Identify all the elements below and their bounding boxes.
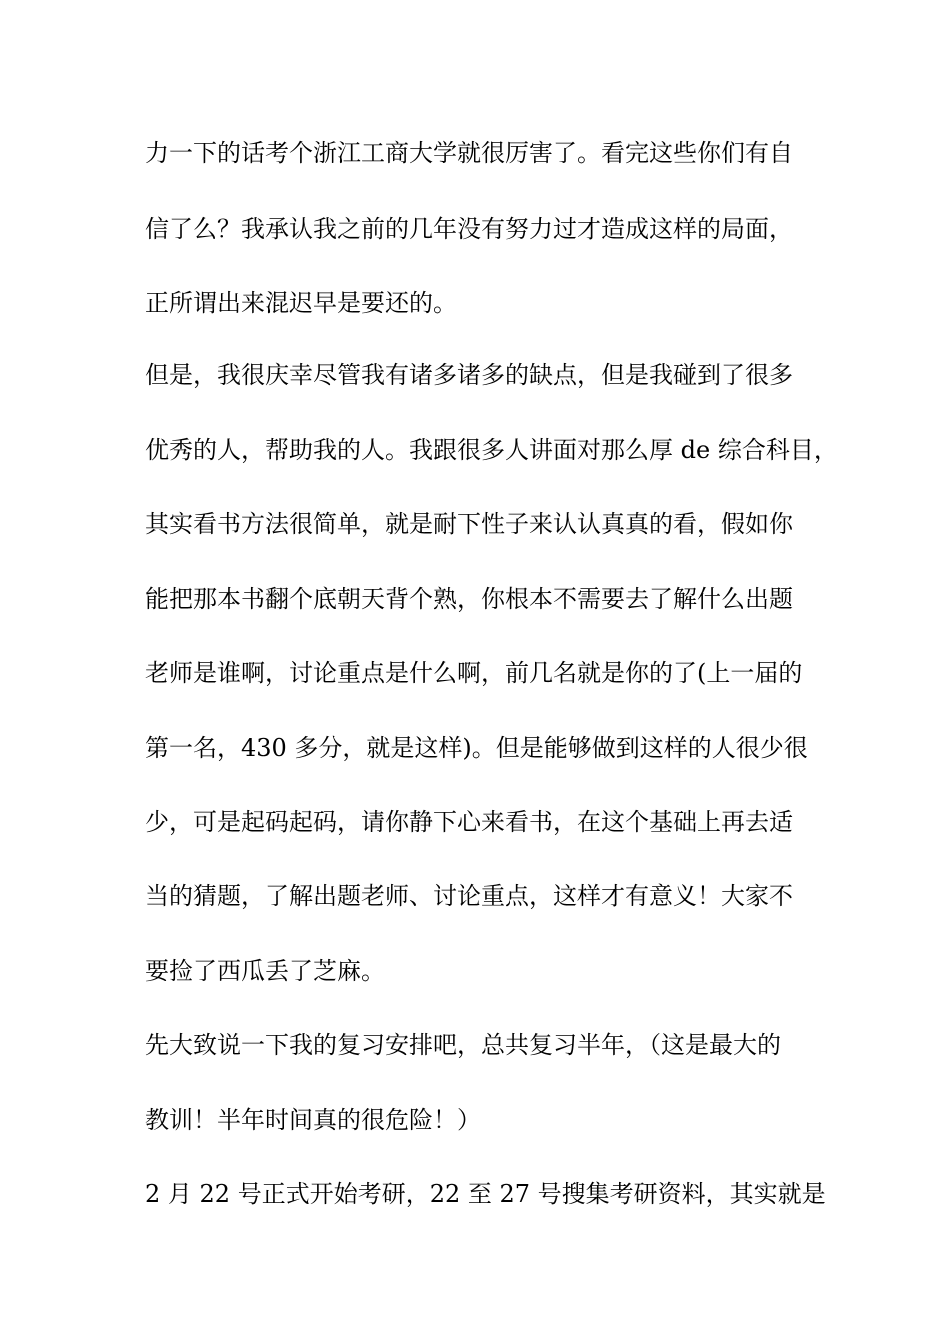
text-line: 优秀的人，帮助我的人。我跟很多人讲面对那么厚 de 综合科目，	[145, 436, 838, 464]
text-line: 要捡了西瓜丢了芝麻。	[145, 957, 385, 985]
text-line: 先大致说一下我的复习安排吧，总共复习半年，（这是最大的	[145, 1031, 781, 1059]
text-line: 当的猜题，了解出题老师、讨论重点，这样才有意义！大家不	[145, 882, 793, 910]
text-line: 正所谓出来混迟早是要还的。	[145, 289, 457, 317]
text-line: 2 月 22 号正式开始考研，22 至 27 号搜集考研资料，其实就是	[145, 1180, 826, 1208]
text-line: 第一名，430 多分，就是这样)。但是能够做到这样的人很少很	[145, 734, 808, 762]
text-line: 其实看书方法很简单，就是耐下性子来认认真真的看，假如你	[145, 510, 793, 538]
text-line: 信了么？我承认我之前的几年没有努力过才造成这样的局面，	[145, 215, 793, 243]
text-line: 教训！半年时间真的很危险！）	[145, 1106, 481, 1134]
text-line: 力一下的话考个浙江工商大学就很厉害了。看完这些你们有自	[145, 139, 793, 167]
text-line: 少，可是起码起码，请你静下心来看书，在这个基础上再去适	[145, 808, 793, 836]
text-line: 能把那本书翻个底朝天背个熟，你根本不需要去了解什么出题	[145, 585, 793, 613]
text-line: 老师是谁啊，讨论重点是什么啊，前几名就是你的了(上一届的	[145, 659, 803, 687]
text-line: 但是，我很庆幸尽管我有诸多诸多的缺点，但是我碰到了很多	[145, 361, 793, 389]
